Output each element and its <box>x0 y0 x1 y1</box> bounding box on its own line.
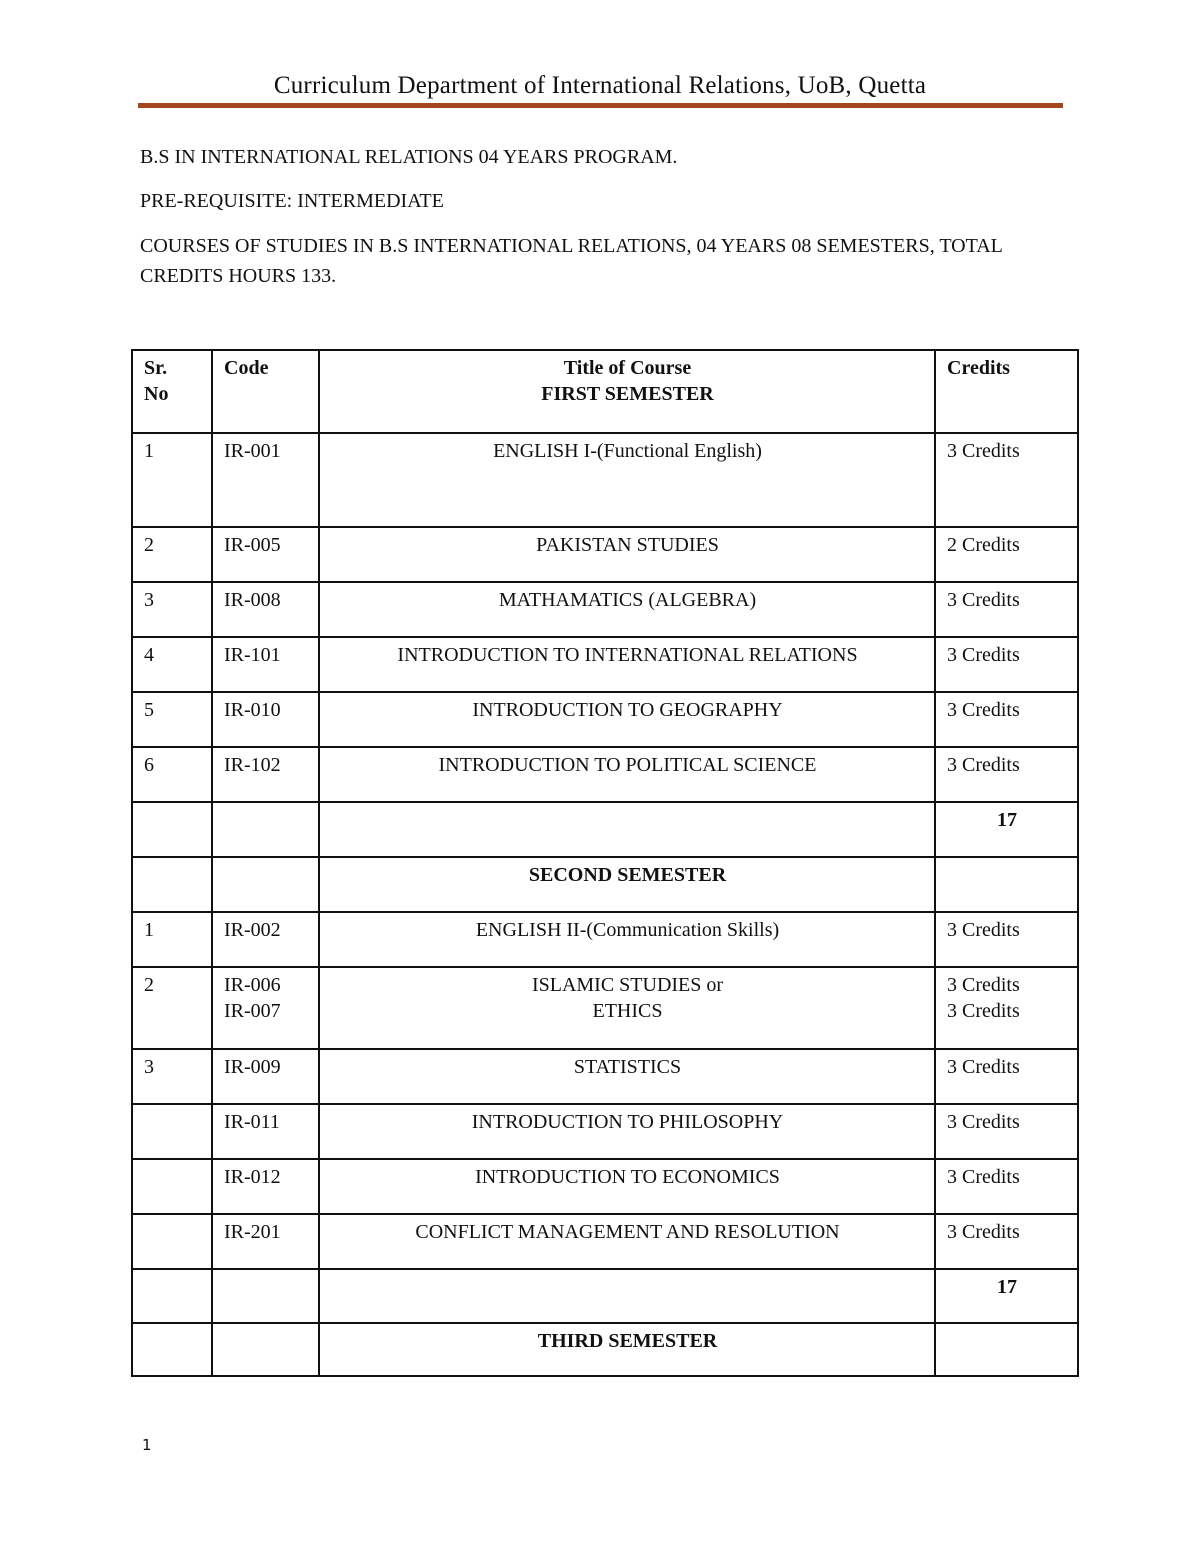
courses-summary: COURSES OF STUDIES IN B.S INTERNATIONAL RELATIONS, 04 YEARS 08 SEMESTERS, TOTAL CREDITS HOURS 133. <box>140 235 1003 287</box>
row-code: IR-001 <box>212 433 319 527</box>
row-title: INTRODUCTION TO POLITICAL SCIENCE <box>319 747 935 802</box>
page-number: 1 <box>142 1436 152 1454</box>
table-row <box>132 692 1078 747</box>
table-row <box>132 1159 1078 1214</box>
row-code: IR-006 IR-007 <box>212 967 319 1049</box>
row-credits: 3 Credits <box>935 747 1078 802</box>
table-row <box>132 967 1078 1049</box>
row-title: INTRODUCTION TO ECONOMICS <box>319 1159 935 1214</box>
row-sr <box>132 1214 212 1269</box>
table-row <box>132 527 1078 582</box>
row-code: IR-002 <box>212 912 319 967</box>
table-row <box>132 1049 1078 1104</box>
table-row <box>132 747 1078 802</box>
first-semester-total-row <box>132 802 1078 857</box>
header-title-of-course <box>319 350 935 433</box>
row-sr: 2 <box>132 967 212 1049</box>
row-credits: 3 Credits 3 Credits <box>935 967 1078 1049</box>
row-credits: 3 Credits <box>935 912 1078 967</box>
row-sr: 4 <box>132 637 212 692</box>
second-semester-heading: SECOND SEMESTER <box>319 857 935 912</box>
curriculum-table <box>131 349 1079 1377</box>
row-title: STATISTICS <box>319 1049 935 1104</box>
row-title: PAKISTAN STUDIES <box>319 527 935 582</box>
table-row <box>132 637 1078 692</box>
header-divider <box>138 103 1063 108</box>
row-title: ISLAMIC STUDIES or ETHICS <box>319 967 935 1049</box>
row-code: IR-201 <box>212 1214 319 1269</box>
program-title: B.S IN INTERNATIONAL RELATIONS 04 YEARS PROGRAM. <box>140 146 678 168</box>
row-title: CONFLICT MANAGEMENT AND RESOLUTION <box>319 1214 935 1269</box>
row-code: IR-009 <box>212 1049 319 1104</box>
first-semester-total: 17 <box>935 802 1078 857</box>
row-sr: 1 <box>132 912 212 967</box>
third-semester-heading-row <box>132 1323 1078 1376</box>
row-credits: 2 Credits <box>935 527 1078 582</box>
prerequisite: PRE-REQUISITE: INTERMEDIATE <box>140 190 444 212</box>
header-title-label: Title of Course <box>563 357 692 379</box>
third-semester-heading: THIRD SEMESTER <box>319 1323 935 1376</box>
second-semester-total: 17 <box>935 1269 1078 1323</box>
row-title: ENGLISH I-(Functional English) <box>319 433 935 527</box>
row-sr: 5 <box>132 692 212 747</box>
table-row <box>132 1214 1078 1269</box>
row-sr <box>132 1159 212 1214</box>
row-code: IR-005 <box>212 527 319 582</box>
row-credits: 3 Credits <box>935 582 1078 637</box>
row-credits: 3 Credits <box>935 433 1078 527</box>
header-sr-no: Sr. No <box>132 350 212 433</box>
row-sr: 1 <box>132 433 212 527</box>
table-row <box>132 582 1078 637</box>
row-sr: 2 <box>132 527 212 582</box>
row-code: IR-102 <box>212 747 319 802</box>
row-credits: 3 Credits <box>935 1049 1078 1104</box>
header-code: Code <box>212 350 319 433</box>
row-sr: 3 <box>132 1049 212 1104</box>
row-credits: 3 Credits <box>935 1159 1078 1214</box>
row-code: IR-010 <box>212 692 319 747</box>
row-code: IR-012 <box>212 1159 319 1214</box>
row-credits: 3 Credits <box>935 1214 1078 1269</box>
row-code: IR-008 <box>212 582 319 637</box>
table-header-row <box>132 350 1078 433</box>
row-sr: 6 <box>132 747 212 802</box>
second-semester-heading-row <box>132 857 1078 912</box>
row-code: IR-101 <box>212 637 319 692</box>
first-semester-heading: FIRST SEMESTER <box>541 383 714 405</box>
table-row <box>132 912 1078 967</box>
row-title: INTRODUCTION TO PHILOSOPHY <box>319 1104 935 1159</box>
table-row <box>132 1104 1078 1159</box>
row-title: MATHAMATICS (ALGEBRA) <box>319 582 935 637</box>
row-sr: 3 <box>132 582 212 637</box>
row-sr <box>132 1104 212 1159</box>
row-code: IR-011 <box>212 1104 319 1159</box>
header-credits: Credits <box>935 350 1078 433</box>
row-title: INTRODUCTION TO GEOGRAPHY <box>319 692 935 747</box>
table-row <box>132 433 1078 527</box>
second-semester-total-row <box>132 1269 1078 1323</box>
row-title: ENGLISH II-(Communication Skills) <box>319 912 935 967</box>
row-credits: 3 Credits <box>935 692 1078 747</box>
row-credits: 3 Credits <box>935 637 1078 692</box>
row-credits: 3 Credits <box>935 1104 1078 1159</box>
page-header-title: Curriculum Department of International Relations, UoB, Quetta <box>273 72 927 99</box>
row-title: INTRODUCTION TO INTERNATIONAL RELATIONS <box>319 637 935 692</box>
